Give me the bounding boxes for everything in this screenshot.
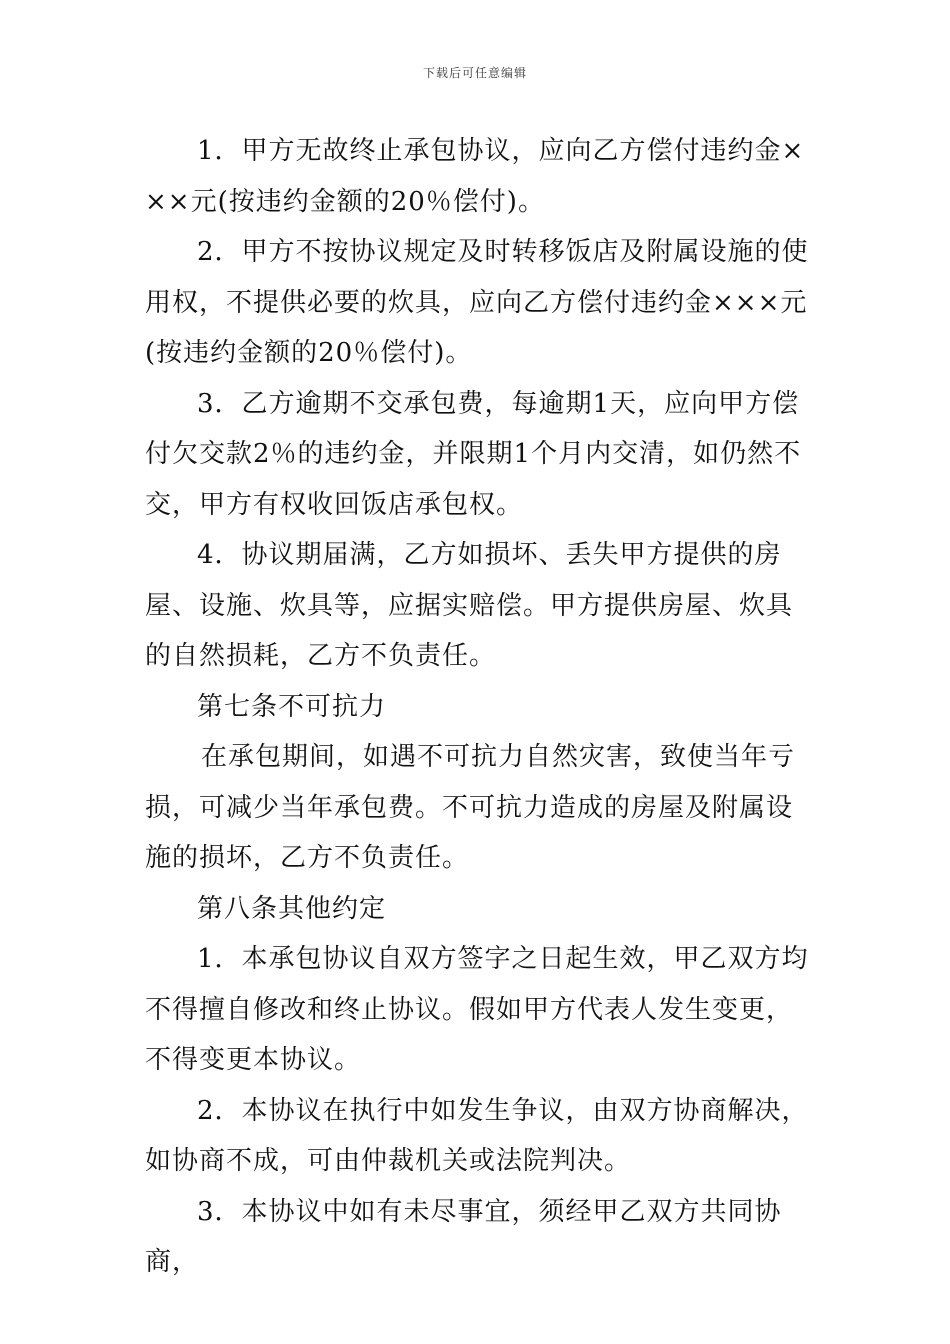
clause-heading-8: 第八条其他约定 [197,893,387,924]
paragraph-other-3: 3．本协议中如有未尽事宜，须经甲乙双方共同协商， [145,1196,782,1277]
paragraph-other-1: 1．本承包协议自双方签字之日起生效，甲乙双方均不得擅自修改和终止协议。假如甲方代表人发生变更，不得变更本协议。 [145,944,809,1075]
paragraph-force-majeure: 在承包期间，如遇不可抗力自然灾害，致使当年亏损，可减少当年承包费。不可抗力造成的房屋及附属设施的损坏，乙方不负责任。 [145,742,796,873]
clause-heading-7: 第七条不可抗力 [197,691,387,722]
page-header: 下载后可任意编辑 [422,66,527,80]
paragraph-penalty-2: 2．甲方不按协议规定及时转移饭店及附属设施的使用权，不提供必要的炊具，应向乙方偿付违约金×××元(按违约金额的20％偿付)。 [145,237,809,368]
paragraph-penalty-1: 1．甲方无故终止承包协议，应向乙方偿付违约金×××元(按违约金额的20％偿付)。 [145,136,805,217]
document-body [145,126,810,1288]
paragraph-penalty-4: 4．协议期届满，乙方如损坏、丢失甲方提供的房屋、设施、炊具等，应据实赔偿。甲方提供房屋、炊具的自然损耗，乙方不负责任。 [145,540,794,671]
paragraph-penalty-3: 3．乙方逾期不交承包费，每逾期1天，应向甲方偿付欠交款2％的违约金，并限期1个月内交清，如仍然不交，甲方有权收回饭店承包权。 [145,388,802,520]
paragraph-other-2: 2．本协议在执行中如发生争议，由双方协商解决，如协商不成，可由仲裁机关或法院判决。 [145,1095,809,1176]
